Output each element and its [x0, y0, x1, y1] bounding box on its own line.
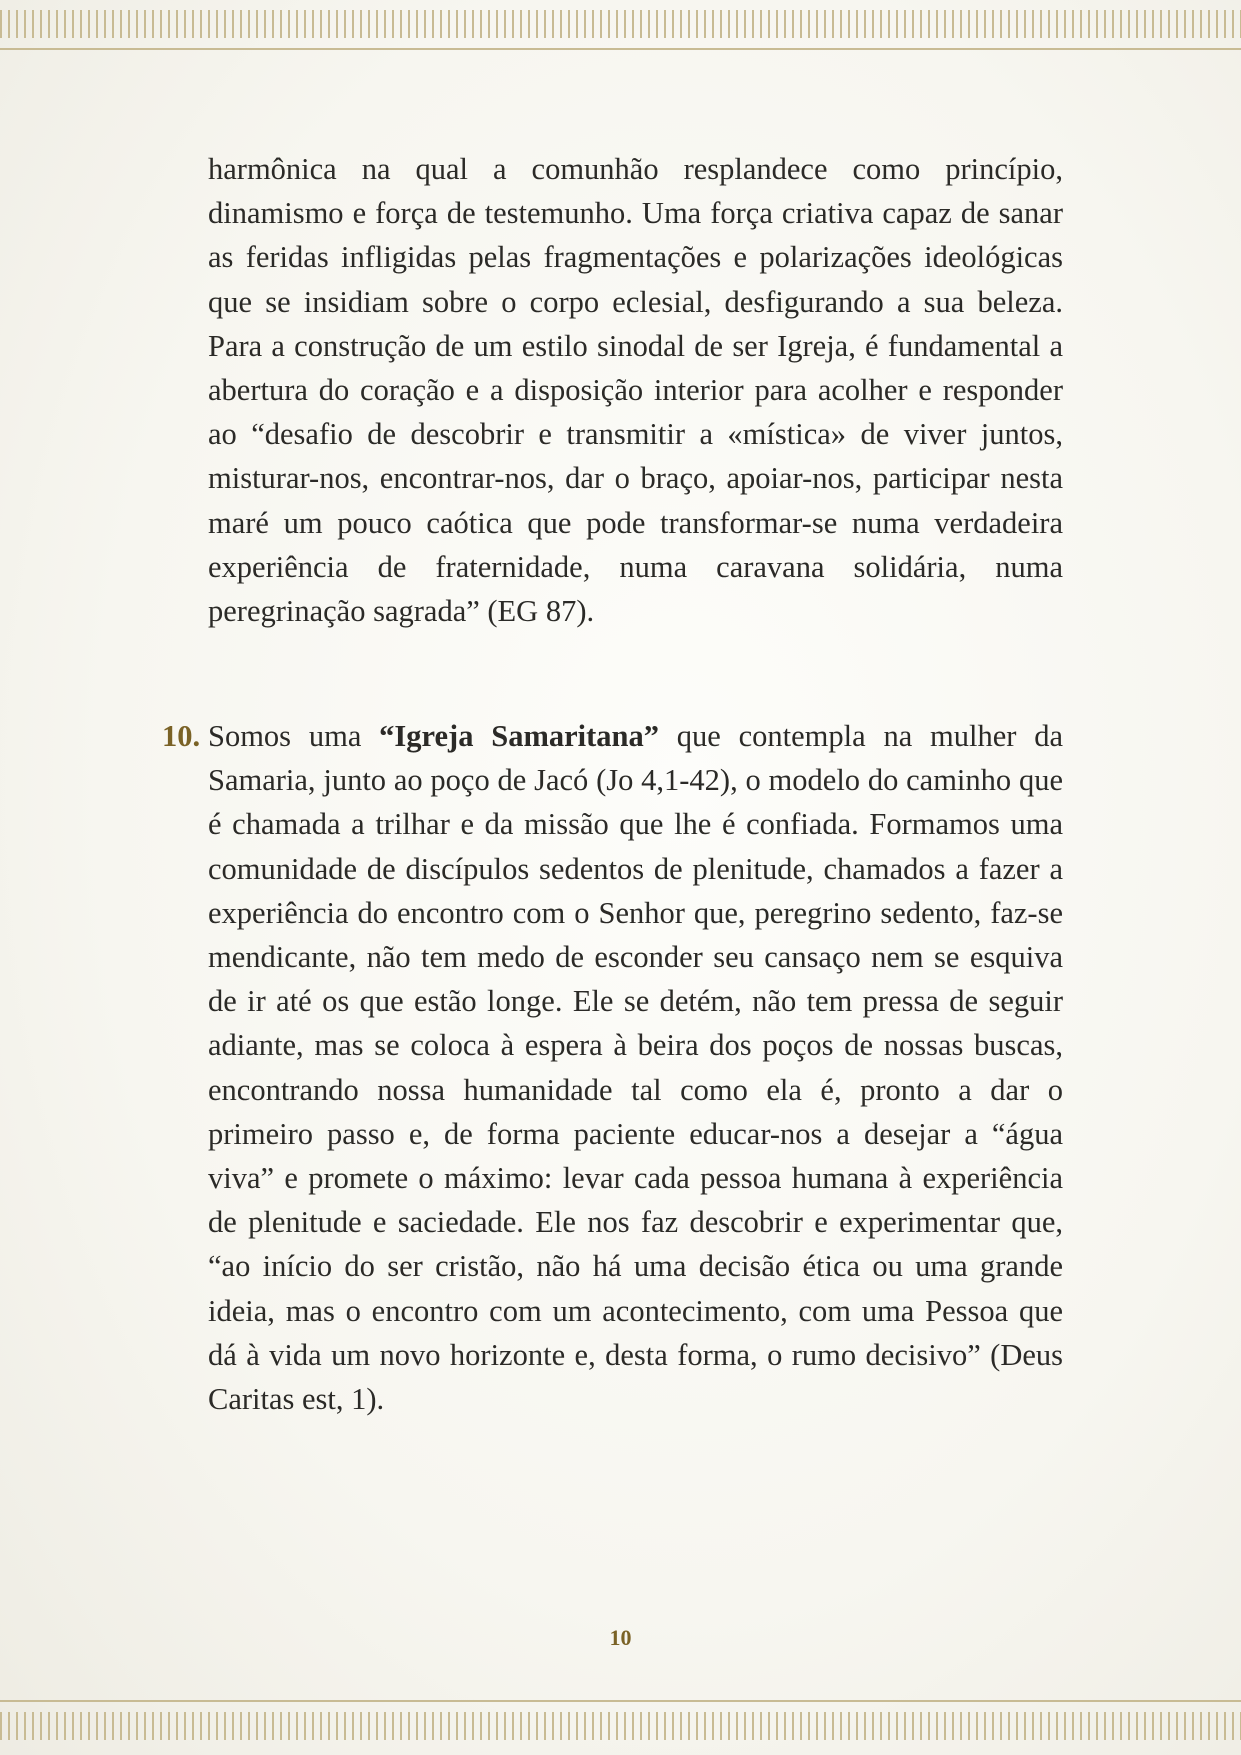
page-number: 10 — [609, 1625, 632, 1650]
paragraph-10-emphasis: “Igreja Samaritana” — [379, 719, 659, 753]
paragraph-10-lead: Somos uma — [208, 719, 380, 753]
top-decorative-border — [0, 10, 1241, 38]
bottom-decorative-border — [0, 1712, 1241, 1740]
paragraph-10 — [208, 714, 1063, 1421]
bottom-border-line — [0, 1700, 1241, 1702]
paragraph-10-text: que contempla na mulher da Samaria, junto ao poço de Jacó (Jo 4,1-42), o modelo do caminho que é chamada a trilhar e da missão que lhe é confiada. Formamos uma comunidade de discípulos sedentos de plenitude, chamados a fazer a experiência do encontro com o Senhor que, peregrino sedento, faz-se mendicante, não tem medo de esconder seu cansaço nem se esquiva de ir até os que estão longe. Ele se detém, não tem pressa de seguir adiante, mas se coloca à espera à beira dos poços de nossas buscas, encontrando nossa humanidade tal como ela é, pronto a dar o primeiro passo e, de forma paciente educar-nos a desejar a “água viva” e promete o máximo: levar cada pessoa humana à experiência de plenitude e saciedade. Ele nos faz descobrir e experimentar que, “ao início do ser cristão, não há uma decisão ética ou uma grande ideia, mas o encontro com um acontecimento, com uma Pessoa que dá à vida um novo horizonte e, desta forma, o rumo decisivo” (Deus Caritas est, 1). — [208, 719, 1063, 1417]
top-border-line — [0, 48, 1241, 50]
paragraph-1-text: harmônica na qual a comunhão resplandece como princípio, dinamismo e força de testemunho. Uma força criativa capaz de sanar as feridas infligidas pelas fragmentações e polarizações ideológicas que se insidiam sobre o corpo eclesial, desfigurando a sua beleza. Para a construção de um estilo sinodal de ser Igreja, é fundamental a abertura do coração e a disposição interior para acolher e responder ao “desafio de descobrir e transmitir a «mística» de viver juntos, misturar-nos, encontrar-nos, dar o braço, apoiar-nos, participar nesta maré um pouco caótica que pode transformar-se numa verdadeira experiência de fraternidade, numa caravana solidária, numa peregrinação sagrada” (EG 87). — [208, 152, 1063, 629]
paragraph-number: 10. — [162, 719, 201, 753]
paragraph-continuation — [208, 147, 1063, 633]
